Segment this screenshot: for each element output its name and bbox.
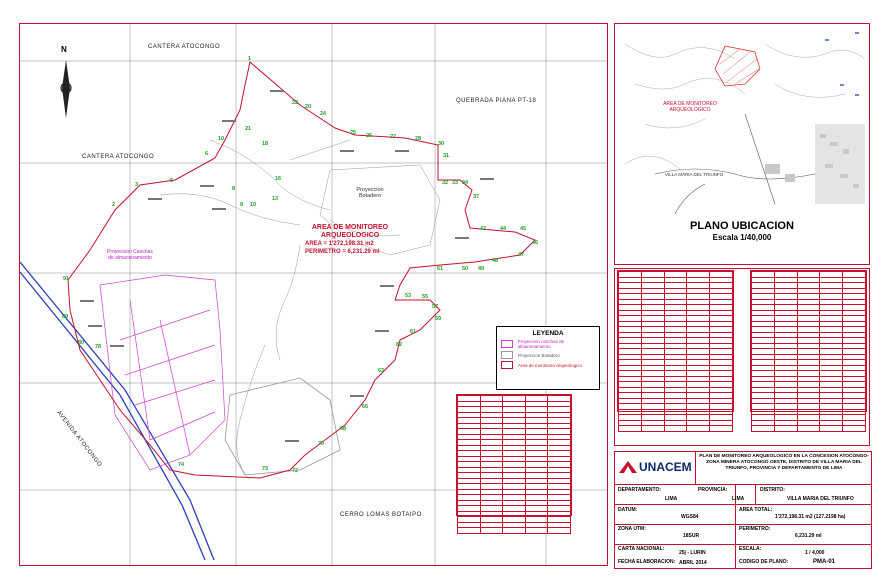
svg-text:50: 50 [462, 266, 469, 272]
legend-swatch-canchas [501, 340, 513, 348]
svg-text:66: 66 [362, 404, 369, 410]
legend-item-botadero [501, 351, 595, 359]
svg-text:8: 8 [232, 186, 236, 192]
svg-text:32: 32 [442, 180, 449, 186]
svg-text:31: 31 [443, 153, 450, 159]
legend-label-canchas: Proyeccion canchas de almacenamiento [517, 339, 565, 349]
legend-label-area: Area de monitoreo arqueologico [518, 362, 583, 368]
svg-text:18: 18 [262, 141, 269, 147]
table-cell [458, 528, 481, 534]
unacem-logo-icon [619, 461, 637, 473]
svg-text:62: 62 [396, 342, 403, 348]
distrito-label: DISTRITO: [760, 487, 785, 493]
table-cell [641, 426, 664, 432]
legend-item-area [501, 361, 595, 369]
zona-value: 18SUR [683, 533, 700, 539]
street-label-quebrada: QUEBRADA PIANA PT-18 [456, 98, 537, 104]
svg-text:10: 10 [250, 202, 257, 208]
svg-text:9: 9 [240, 202, 244, 208]
svg-text:10: 10 [218, 136, 225, 142]
botadero-area [225, 378, 340, 475]
svg-text:34: 34 [462, 180, 469, 186]
legend-title: LEYENDA [532, 330, 564, 337]
table-cell [664, 426, 687, 432]
avenida-road [20, 262, 214, 560]
location-roads [655, 114, 815, 214]
location-area-label-2: ARQUEOLOGICO [669, 107, 711, 113]
svg-text:49: 49 [478, 266, 485, 272]
svg-text:42: 42 [480, 226, 487, 232]
table-row [752, 426, 866, 432]
legend-swatch-botadero [501, 351, 513, 359]
location-map-title: PLANO UBICACION [690, 220, 794, 232]
svg-text:45: 45 [520, 226, 527, 232]
distrito-value: VILLA MARIA DEL TRIUNFO [787, 496, 854, 502]
table-cell [797, 426, 820, 432]
datum-value: WGS84 [681, 514, 699, 520]
street-label-cantera-1: CANTERA ATOCONGO [148, 44, 221, 50]
table-row [458, 528, 571, 534]
provincia-value: LIMA [732, 496, 745, 502]
location-area-label [660, 101, 720, 113]
svg-text:78: 78 [95, 344, 102, 350]
carta-value: 25j - LURIN [679, 550, 706, 556]
svg-text:28: 28 [415, 136, 422, 142]
legend-label-botadero: Proyeccion Botadero [518, 352, 560, 358]
location-map-scale: Escala 1/40,000 [712, 233, 772, 242]
svg-text:63: 63 [378, 368, 385, 374]
svg-text:27: 27 [390, 134, 397, 140]
area-total-label: AREA TOTAL: [739, 507, 773, 513]
svg-text:30: 30 [438, 141, 445, 147]
zona-label: ZONA UTM: [618, 526, 646, 532]
codigo-label: CODIGO DE PLANO: [739, 559, 789, 565]
location-area-hatch [720, 49, 759, 84]
project-title: PLAN DE MONITOREO ARQUEOLOGICO EN LA CONCESION ATOCONGO-ZONA MINERA ATOCONGO OESTE, DISTRITO DE VILLA MARIA DEL TRIUNFO, PROVINCIA Y DEPARTAMENTO DE LIMA [699, 454, 869, 471]
table-cell [619, 426, 642, 432]
svg-text:24: 24 [320, 111, 327, 117]
svg-text:22: 22 [292, 100, 299, 106]
location-town-label: VILLA MARIA DEL TRIUNFO [665, 172, 724, 177]
svg-text:70: 70 [318, 441, 325, 447]
svg-text:91: 91 [63, 276, 70, 282]
street-label-cantera-2: CANTERA ATOCONGO [82, 154, 155, 160]
svg-text:16: 16 [275, 176, 282, 182]
datum-label: DATUM: [618, 507, 638, 513]
svg-text:59: 59 [435, 316, 442, 322]
svg-text:13: 13 [272, 196, 279, 202]
table-cell [503, 528, 526, 534]
perimetro-value: 6,231.29 ml [795, 533, 822, 539]
legend-swatch-area [501, 361, 513, 369]
svg-text:47: 47 [518, 252, 525, 258]
departamento-label: DEPARTAMENTO: [618, 487, 662, 493]
north-label: N [61, 45, 67, 54]
svg-text:51: 51 [437, 266, 444, 272]
water-bodies [825, 32, 859, 96]
coordinates-table-left [617, 270, 734, 412]
coordinates-table-main [456, 394, 572, 516]
table-cell [710, 426, 733, 432]
svg-text:25: 25 [350, 130, 357, 136]
svg-text:20: 20 [305, 104, 312, 110]
legend [496, 326, 600, 390]
svg-text:2: 2 [112, 202, 116, 208]
escala-value: 1 / 4,000 [805, 550, 825, 556]
svg-text:46: 46 [532, 240, 539, 246]
table-cell [774, 426, 797, 432]
svg-text:80: 80 [78, 340, 85, 346]
title-block [614, 451, 872, 569]
svg-text:3: 3 [135, 182, 139, 188]
street-label-cerro: CERRO LOMAS BOTAIPO [340, 512, 422, 518]
escala-label: ESCALA: [739, 546, 762, 552]
proyeccion-botadero-label: Proyeccion Botadero [356, 187, 384, 199]
legend-item-canchas [501, 339, 595, 349]
svg-text:44: 44 [500, 226, 507, 232]
svg-text:68: 68 [340, 426, 347, 432]
table-cell [525, 528, 548, 534]
table-cell [820, 426, 843, 432]
area-title-line-1: AREA DE MONITOREO [311, 224, 389, 231]
svg-text:72: 72 [292, 468, 299, 474]
area-title-line-2: ARQUEOLOGICO [320, 232, 380, 239]
company-name: UNACEM [639, 460, 692, 474]
canchas-area [100, 275, 225, 470]
location-map-canvas [615, 24, 869, 214]
table-cell [752, 426, 775, 432]
table-row [619, 426, 733, 432]
street-label-avenida: AVENIDA ATOCONGO [55, 410, 103, 469]
svg-text:57: 57 [432, 304, 439, 310]
location-area-label-1: AREA DE MONITOREO [663, 101, 717, 107]
carta-label: CARTA NACIONAL: [618, 546, 665, 552]
codigo-value: PMA-01 [813, 559, 836, 565]
fecha-label: FECHA ELABORACION: [618, 559, 676, 565]
coordinates-table-right [750, 270, 867, 412]
departamento-value: LIMA [665, 496, 678, 502]
svg-text:53: 53 [405, 293, 412, 299]
area-title [300, 224, 400, 240]
perimeter-value: PERIMETRO = 6,231.29 ml [305, 249, 380, 255]
svg-text:37: 37 [473, 194, 480, 200]
svg-text:55: 55 [422, 294, 429, 300]
svg-text:26: 26 [366, 133, 373, 139]
table-cell [480, 528, 503, 534]
svg-text:21: 21 [245, 126, 252, 132]
svg-text:48: 48 [492, 258, 499, 264]
company-logo [619, 460, 692, 474]
svg-text:33: 33 [452, 180, 459, 186]
svg-text:73: 73 [262, 466, 269, 472]
fecha-value: ABRIL 2014 [679, 560, 707, 566]
svg-text:6: 6 [205, 151, 209, 157]
proyeccion-canchas-label: Proyeccion Canchas de almacenamiento [107, 249, 153, 261]
svg-text:89: 89 [62, 314, 69, 320]
provincia-label: PROVINCIA: [698, 487, 728, 493]
area-total-value: 1'272,198.31 m2 (127.2198 ha) [775, 514, 846, 520]
table-cell [687, 426, 710, 432]
perimetro-label: PERIMETRO: [739, 526, 771, 532]
svg-text:61: 61 [410, 329, 417, 335]
table-cell [548, 528, 571, 534]
svg-text:74: 74 [178, 462, 185, 468]
north-arrow-icon [61, 60, 71, 118]
svg-text:5: 5 [170, 178, 174, 184]
area-value: AREA = 1'272,198.31 m2 [305, 241, 374, 247]
table-cell [843, 426, 866, 432]
svg-text:1: 1 [248, 56, 252, 62]
